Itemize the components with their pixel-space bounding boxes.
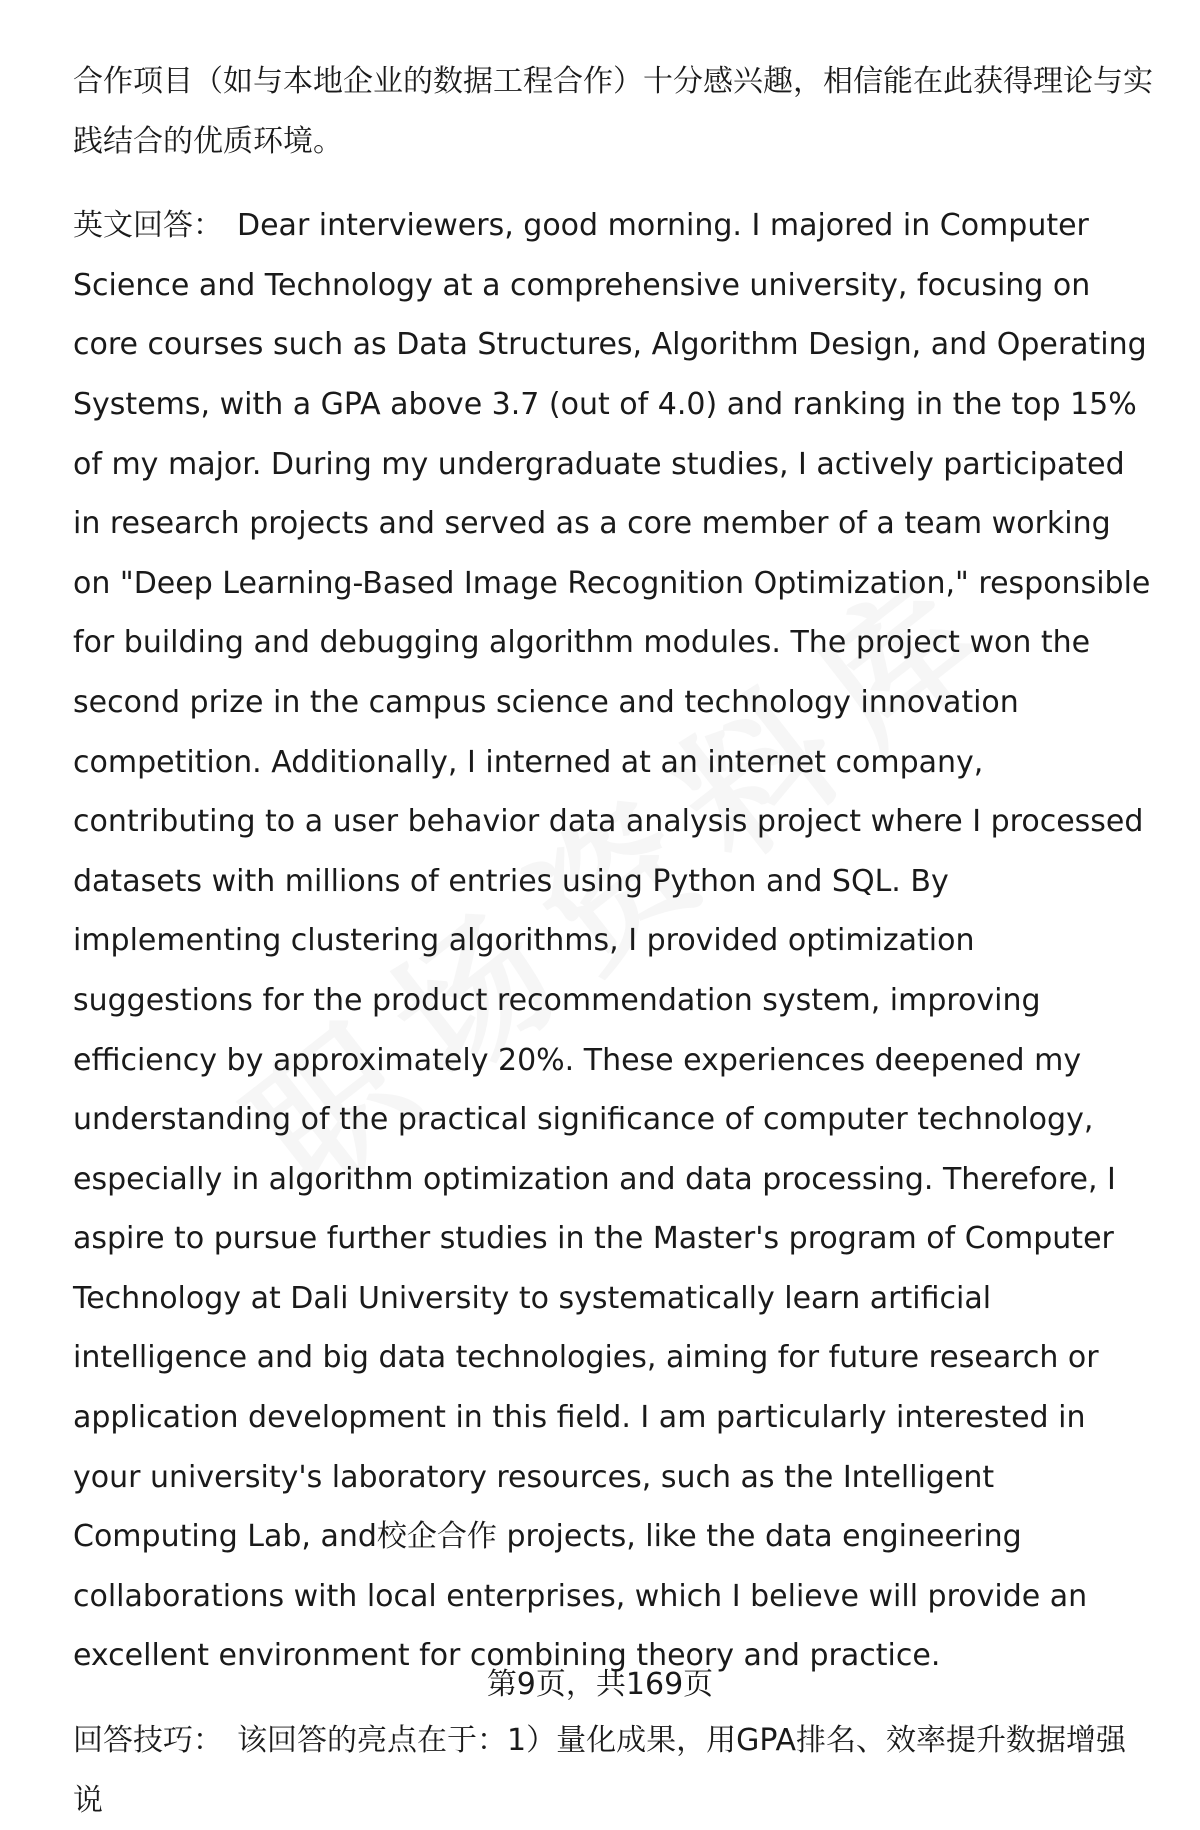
tips-paragraph: [73, 1711, 1153, 1830]
english-answer-label: 英文回答：: [73, 208, 223, 244]
english-answer-paragraph: [73, 196, 1153, 1686]
tips-text: 该回答的亮点在于：1）量化成果，用GPA排名、效率提升数据增强说: [73, 1723, 1127, 1818]
english-answer-text: Dear interviewers, good morning. I majored in Computer Science and Technology at a comprehensive university, focusing on core courses such as Data Structures, Algorithm Design, and Operating Systems, with a GPA above 3.7 (out of 4.0) and ranking in the top 15% of my major. During my undergraduate studies, I actively participated in research projects and served as a core member of a team working on "Deep Learning-Based Image Recognition Optimization," responsible for building and debugging algorithm modules. The project won the second prize in the campus science and technology innovation competition. Additionally, I interned at an internet company, contributing to a user behavior data analysis project where I processed datasets with millions of entries using Python and SQL. By implementing clustering algorithms, I provided optimization suggestions for the product recommendation system, improving efficiency by approximately 20%. These experiences deepened my understanding of the practical significance of computer technology, especially in algorithm optimization and data processing. Therefore, I aspire to pursue further studies in the Master's program of Computer Technology at Dali University to systematically learn artificial intelligence and big data technologies, aiming for future research or application development in this field. I am particularly interested in your university's laboratory resources, such as the Intelligent Computing Lab, and校企合作 projects, like the data engineering collaborations with local enterprises, which I believe will provide an excellent environment for combining theory and practice.: [73, 208, 1151, 1674]
tips-label: 回答技巧：: [73, 1723, 223, 1759]
page-indicator: 第9页，共169页: [486, 1667, 714, 1702]
document-body: [73, 52, 1153, 1830]
intro-continuation: 合作项目（如与本地企业的数据工程合作）十分感兴趣，相信能在此获得理论与实践结合的优质环境。: [73, 64, 1153, 159]
